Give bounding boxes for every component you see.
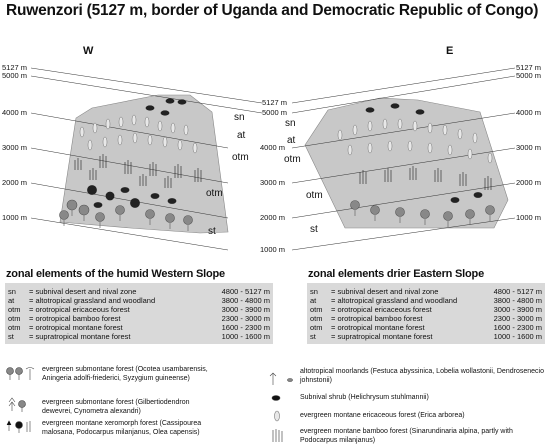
table-row bbox=[310, 287, 542, 296]
east-tick-2000: 2000 m bbox=[516, 178, 542, 187]
zone-desc: = altotropical grassland and woodland bbox=[331, 296, 458, 305]
table-row bbox=[310, 305, 542, 314]
zone-desc: = orotropical bamboo forest bbox=[29, 314, 121, 323]
east-tick-5000: 5000 m bbox=[516, 71, 542, 80]
west-zone-otm-lower: otm bbox=[206, 188, 223, 199]
east-zone-otm-lower: otm bbox=[306, 190, 323, 201]
zone-abbr: st bbox=[310, 332, 316, 341]
east-tick-4000: 4000 m bbox=[516, 108, 542, 117]
zone-abbr: otm bbox=[310, 305, 323, 314]
zone-abbr: otm bbox=[310, 323, 323, 332]
zone-range: 2300 - 3000 m bbox=[493, 314, 542, 323]
zone-range: 4800 - 5127 m bbox=[221, 287, 270, 296]
table-row bbox=[8, 332, 270, 341]
west-tick-5000: 5000 m bbox=[2, 71, 28, 80]
west-zone-sn: sn bbox=[234, 112, 245, 123]
east-tick-3000: 3000 m bbox=[516, 143, 542, 152]
zone-desc: = subnival desert and nival zone bbox=[331, 287, 439, 296]
center-tick-3000: 3000 m bbox=[260, 178, 286, 187]
zone-range: 3000 - 3900 m bbox=[221, 305, 270, 314]
zone-desc: = orotropical ericaceous forest bbox=[331, 305, 432, 314]
west-tick-5127: 5127 m bbox=[2, 63, 28, 72]
zone-abbr: otm bbox=[8, 305, 21, 314]
west-tick-1000: 1000 m bbox=[2, 213, 28, 222]
legend-item: evergreen montane bamboo forest (Sinarundinaria alpina, partly with Podocarpus milanjanus) bbox=[300, 428, 513, 444]
zone-range: 3800 - 4800 m bbox=[493, 296, 542, 305]
table-row bbox=[8, 323, 270, 332]
west-zone-st: st bbox=[208, 226, 216, 237]
zone-desc: = orotropical ericaceous forest bbox=[29, 305, 130, 314]
zone-range: 1600 - 2300 m bbox=[221, 323, 270, 332]
west-zone-otm-upper: otm bbox=[232, 152, 249, 163]
east-tick-5127: 5127 m bbox=[516, 63, 542, 72]
zone-desc: = subnival desert and nival zone bbox=[29, 287, 137, 296]
tree-umbrella-icon bbox=[106, 192, 114, 200]
east-zone-sn: sn bbox=[285, 118, 296, 129]
center-tick-5127: 5127 m bbox=[262, 98, 288, 107]
center-tick-4000: 4000 m bbox=[260, 143, 286, 152]
table-row bbox=[310, 323, 542, 332]
east-zone-otm-upper: otm bbox=[284, 154, 301, 165]
zone-range: 2300 - 3000 m bbox=[221, 314, 270, 323]
subnival-shrub-icon bbox=[161, 111, 169, 115]
table-row bbox=[310, 314, 542, 323]
west-tick-2000: 2000 m bbox=[2, 178, 28, 187]
zone-abbr: otm bbox=[8, 314, 21, 323]
legend-right-icons bbox=[270, 373, 293, 442]
table-row bbox=[310, 332, 542, 341]
zone-range: 1600 - 2300 m bbox=[493, 323, 542, 332]
zone-abbr: st bbox=[8, 332, 14, 341]
subnival-shrub-icon bbox=[178, 100, 186, 104]
center-tick-1000: 1000 m bbox=[260, 245, 286, 254]
subnival-shrub-icon bbox=[151, 194, 159, 199]
center-tick-2000: 2000 m bbox=[260, 213, 286, 222]
zone-abbr: at bbox=[8, 296, 15, 305]
legend-item: evergreen submontane forest (Ocotea usambarensis, Aningeria adolfi-friederici, Syzygium guineense) bbox=[42, 366, 208, 382]
table-row bbox=[8, 287, 270, 296]
subnival-shrub-icon bbox=[166, 99, 174, 103]
east-tick-1000: 1000 m bbox=[516, 213, 542, 222]
legend-item: altotropical moorlands (Festuca abyssinica, Lobelia wollastonii, Dendrosenecio johnstonii) bbox=[300, 368, 544, 384]
zone-desc: = orotropical bamboo forest bbox=[331, 314, 423, 323]
diagram-title: Ruwenzori (5127 m, border of Uganda and Democratic Republic of Congo) bbox=[6, 2, 539, 19]
table-row bbox=[8, 305, 270, 314]
west-zone-table bbox=[8, 287, 270, 341]
east-label: E bbox=[446, 45, 454, 57]
west-tick-4000: 4000 m bbox=[2, 108, 28, 117]
zone-desc: = altotropical grassland and woodland bbox=[29, 296, 156, 305]
legend-left-icons bbox=[7, 368, 35, 434]
subnival-shrub-icon bbox=[168, 199, 176, 204]
east-table-heading: zonal elements drier Eastern Slope bbox=[308, 268, 484, 280]
zone-abbr: at bbox=[310, 296, 317, 305]
center-tick-5000: 5000 m bbox=[262, 108, 288, 117]
east-slope bbox=[305, 98, 508, 228]
legend-item: evergreen montane xeromorph forest (Cassipourea malosana, Podocarpus milanjanus, Olea capensis) bbox=[42, 420, 202, 436]
table-row bbox=[8, 296, 270, 305]
legend-item: Subnival shrub (Helichrysum stuhlmannii) bbox=[300, 394, 429, 401]
east-zone-st: st bbox=[310, 224, 318, 235]
west-tick-3000: 3000 m bbox=[2, 143, 28, 152]
zone-desc: = supratropical montane forest bbox=[331, 332, 433, 341]
table-row bbox=[8, 314, 270, 323]
zone-abbr: otm bbox=[310, 314, 323, 323]
zone-range: 1000 - 1600 m bbox=[493, 332, 542, 341]
zone-range: 1000 - 1600 m bbox=[221, 332, 270, 341]
west-zone-at: at bbox=[237, 130, 246, 141]
east-zone-at: at bbox=[287, 135, 296, 146]
subnival-shrub-icon bbox=[121, 188, 129, 193]
zone-range: 4800 - 5127 m bbox=[493, 287, 542, 296]
west-label: W bbox=[83, 45, 94, 57]
zone-desc: = orotropical montane forest bbox=[29, 323, 123, 332]
table-row bbox=[310, 296, 542, 305]
zone-abbr: sn bbox=[310, 287, 318, 296]
zone-abbr: sn bbox=[8, 287, 16, 296]
east-zone-table bbox=[310, 287, 542, 341]
tree-umbrella-icon bbox=[88, 186, 97, 195]
zone-range: 3800 - 4800 m bbox=[221, 296, 270, 305]
subnival-shrub-icon bbox=[146, 106, 154, 110]
legend-item: evergreen montane ericaceous forest (Erica arborea) bbox=[300, 412, 465, 419]
tree-umbrella-icon bbox=[131, 199, 140, 208]
subnival-shrub-icon bbox=[94, 203, 102, 208]
west-table-heading: zonal elements of the humid Western Slope bbox=[6, 268, 225, 280]
zone-abbr: otm bbox=[8, 323, 21, 332]
legend-item: evergreen submontane forest (Gilbertiodendron dewevrei, Cynometra alexandri) bbox=[42, 399, 190, 415]
zone-desc: = supratropical montane forest bbox=[29, 332, 131, 341]
zone-desc: = orotropical montane forest bbox=[331, 323, 425, 332]
zone-range: 3000 - 3900 m bbox=[493, 305, 542, 314]
